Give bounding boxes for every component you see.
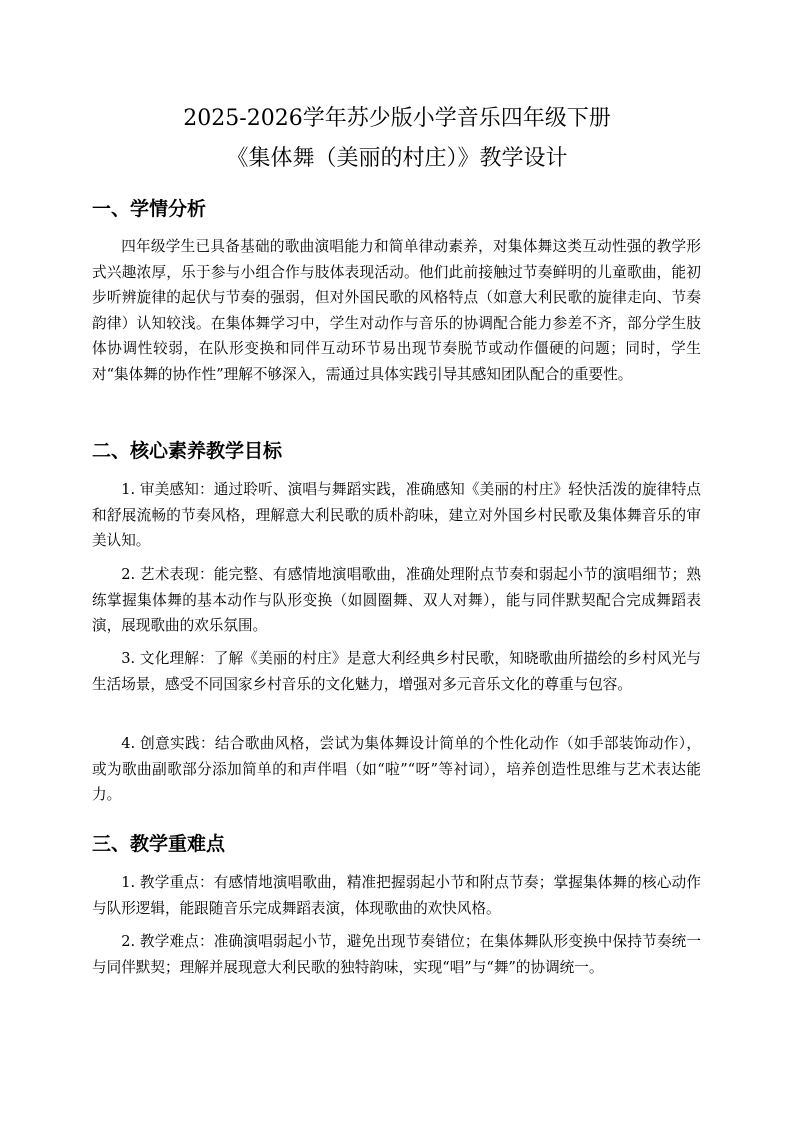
section-paragraph: 2. 教学难点：准确演唱弱起小节，避免出现节奏错位；在集体舞队形变换中保持节奏统一与同伴默契；理解并展现意大利民歌的独特韵味，实现“唱”与“舞”的协调统一。 xyxy=(92,933,701,976)
section-paragraph: 4. 创意实践：结合歌曲风格，尝试为集体舞设计简单的个性化动作（如手部装饰动作），或为歌曲副歌部分添加简单的和声伴唱（如“啦”“呀”等衬词），培养创造性思维与艺术表达能力。 xyxy=(92,735,701,803)
section-paragraph: 1. 审美感知：通过聆听、演唱与舞蹈实践，准确感知《美丽的村庄》轻快活泼的旋律特点和舒展流畅的节奏风格，理解意大利民歌的质朴韵味，建立对外国乡村民歌及集体舞音乐的审美认知。 xyxy=(92,481,701,549)
document-title-line2: 《集体舞（美丽的村庄）》教学设计 xyxy=(226,146,568,171)
section-heading-key-difficulties: 三、教学重难点 xyxy=(92,833,226,855)
section-heading-core-goals: 二、核心素养教学目标 xyxy=(92,440,283,462)
section-heading-learning-analysis: 一、学情分析 xyxy=(92,198,207,220)
section-paragraph: 2. 艺术表现：能完整、有感情地演唱歌曲，准确处理附点节奏和弱起小节的演唱细节；熟练掌握集体舞的基本动作与队形变换（如圆圈舞、双人对舞），能与同伴默契配合完成舞蹈表演，展现歌曲的欢乐氛围。 xyxy=(92,566,701,634)
section-paragraph: 1. 教学重点：有感情地演唱歌曲，精准把握弱起小节和附点节奏；掌握集体舞的核心动作与队形逻辑，能跟随音乐完成舞蹈表演，体现歌曲的欢快风格。 xyxy=(92,874,701,917)
document-title-line1: 2025-2026学年苏少版小学音乐四年级下册 xyxy=(183,106,611,131)
section-paragraph: 四年级学生已具备基础的歌曲演唱能力和简单律动素养，对集体舞这类互动性强的教学形式兴趣浓厚，乐于参与小组合作与肢体表现活动。他们此前接触过节奏鲜明的儿童歌曲，能初步听辨旋律的起伏与节奏的强弱，但对外国民歌的风格特点（如意大利民歌的旋律走向、节奏韵律）认知较浅。在集体舞学习中，学生对动作与音乐的协调配合能力参差不齐，部分学生肢体协调性较弱，在队形变换和同伴互动环节易出现节奏脱节或动作僵硬的问题；同时，学生对“集体舞的协作性”理解不够深入，需通过具体实践引导其感知团队配合的重要性。 xyxy=(92,238,701,383)
section-paragraph: 3. 文化理解：了解《美丽的村庄》是意大利经典乡村民歌，知晓歌曲所描绘的乡村风光与生活场景，感受不同国家乡村音乐的文化魅力，增强对多元音乐文化的尊重与包容。 xyxy=(92,650,701,693)
